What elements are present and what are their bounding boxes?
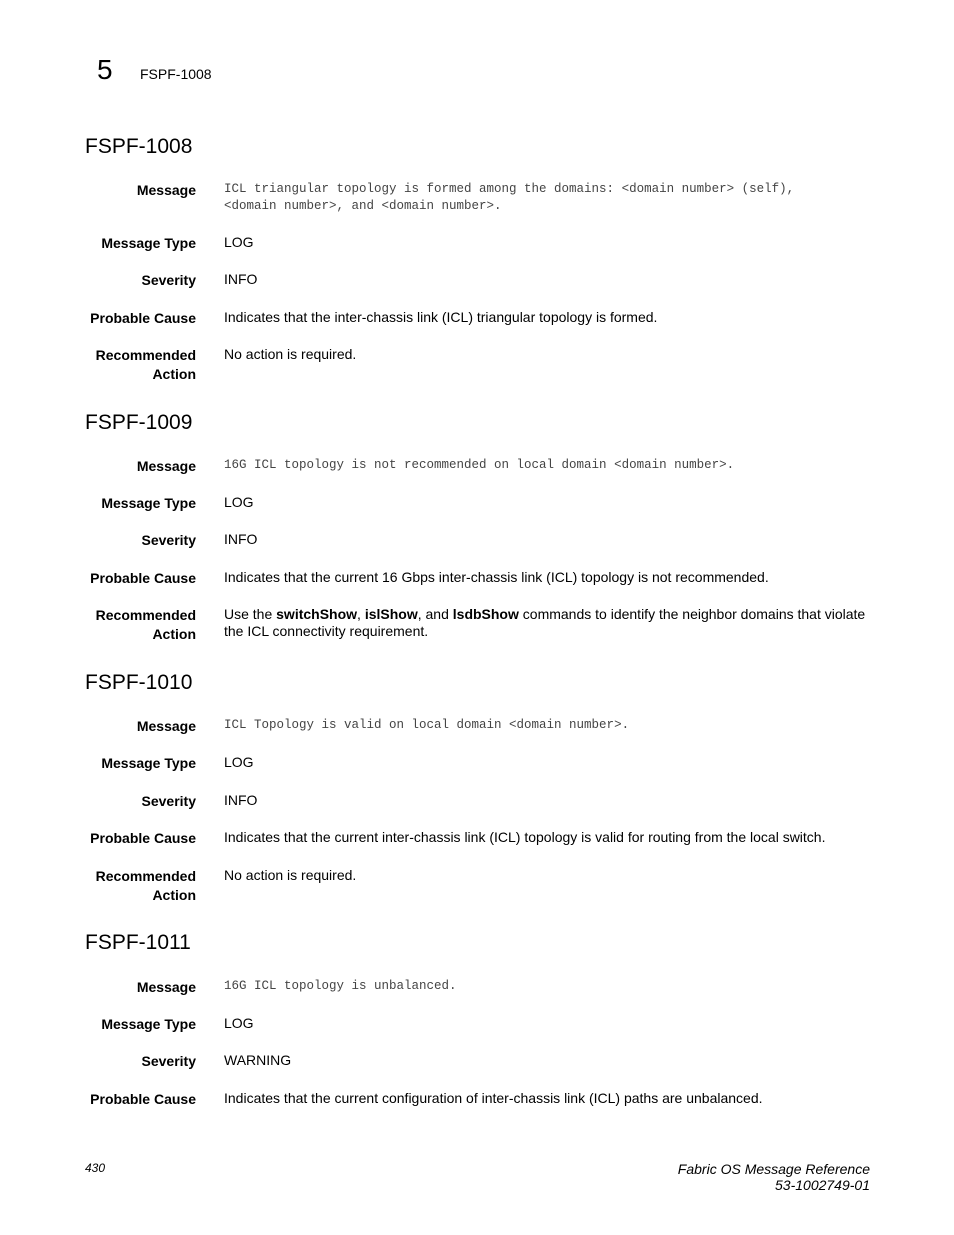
page-number: 430 xyxy=(85,1161,106,1175)
section-heading: FSPF-1008 xyxy=(85,135,193,158)
section-heading: FSPF-1011 xyxy=(85,931,191,954)
probable-cause-value: Indicates that the current 16 Gbps inter-chassis link (ICL) topology is not recommended. xyxy=(224,569,769,585)
severity-value: INFO xyxy=(224,792,258,808)
text-run: commands to identify the neighbor domains that violate xyxy=(518,606,866,622)
message-line: <domain number>, and <domain number>. xyxy=(224,199,502,213)
doc-number: 53-1002749-01 xyxy=(775,1177,870,1193)
label-line: Action xyxy=(152,626,196,642)
recommended-action-value: No action is required. xyxy=(224,346,357,362)
book-title: Fabric OS Message Reference xyxy=(677,1161,870,1177)
severity-label: Severity xyxy=(141,1053,196,1069)
probable-cause-label: Probable Cause xyxy=(90,1091,196,1107)
probable-cause-label: Probable Cause xyxy=(90,570,196,586)
severity-label: Severity xyxy=(141,272,196,288)
running-header-title: FSPF-1008 xyxy=(140,66,212,82)
severity-label: Severity xyxy=(141,793,196,809)
recommended-action-line xyxy=(224,606,874,623)
message-label: Message xyxy=(136,718,196,734)
message-type-label: Message Type xyxy=(101,495,196,511)
probable-cause-value: Indicates that the current configuration of inter-chassis link (ICL) paths are unbalanced. xyxy=(224,1090,763,1106)
label-line: Recommended xyxy=(95,607,196,623)
text-run: , and xyxy=(417,606,453,622)
message-type-value: LOG xyxy=(224,1015,254,1031)
message-type-value: LOG xyxy=(224,494,254,510)
message-label: Message xyxy=(136,979,196,995)
message-label: Message xyxy=(136,182,196,198)
section-heading: FSPF-1009 xyxy=(85,411,193,434)
command-name: switchShow xyxy=(276,606,358,622)
probable-cause-label: Probable Cause xyxy=(90,310,196,326)
recommended-action-label xyxy=(56,346,196,384)
footer-doc-info xyxy=(678,1161,870,1193)
probable-cause-value: Indicates that the inter-chassis link (ICL) triangular topology is formed. xyxy=(224,309,658,325)
text-run: Use the xyxy=(224,606,277,622)
label-line: Recommended xyxy=(95,347,196,363)
recommended-action-value xyxy=(224,606,874,640)
message-type-value: LOG xyxy=(224,754,254,770)
message-text: ICL Topology is valid on local domain <domain number>. xyxy=(224,718,630,732)
label-line: Action xyxy=(152,366,196,382)
chapter-number: 5 xyxy=(97,54,113,85)
label-line: Recommended xyxy=(95,868,196,884)
command-name: lsdbShow xyxy=(452,606,519,622)
severity-value: WARNING xyxy=(224,1052,292,1068)
command-name: islShow xyxy=(364,606,418,622)
severity-value: INFO xyxy=(224,271,258,287)
message-line: ICL triangular topology is formed among the domains: <domain number> (self), xyxy=(224,182,795,196)
recommended-action-line: the ICL connectivity requirement. xyxy=(224,623,429,639)
recommended-action-value: No action is required. xyxy=(224,867,357,883)
message-text xyxy=(224,181,874,215)
severity-label: Severity xyxy=(141,532,196,548)
message-type-label: Message Type xyxy=(101,235,196,251)
recommended-action-label xyxy=(56,867,196,905)
severity-value: INFO xyxy=(224,531,258,547)
message-label: Message xyxy=(136,458,196,474)
message-type-label: Message Type xyxy=(101,1016,196,1032)
recommended-action-label xyxy=(56,606,196,644)
message-type-label: Message Type xyxy=(101,755,196,771)
probable-cause-value: Indicates that the current inter-chassis link (ICL) topology is valid for routing from the local switch. xyxy=(224,829,826,845)
label-line: Action xyxy=(152,887,196,903)
message-text: 16G ICL topology is not recommended on local domain <domain number>. xyxy=(224,458,735,472)
message-text: 16G ICL topology is unbalanced. xyxy=(224,979,457,993)
text-run: , xyxy=(357,606,365,622)
section-heading: FSPF-1010 xyxy=(85,671,193,694)
probable-cause-label: Probable Cause xyxy=(90,830,196,846)
message-type-value: LOG xyxy=(224,234,254,250)
